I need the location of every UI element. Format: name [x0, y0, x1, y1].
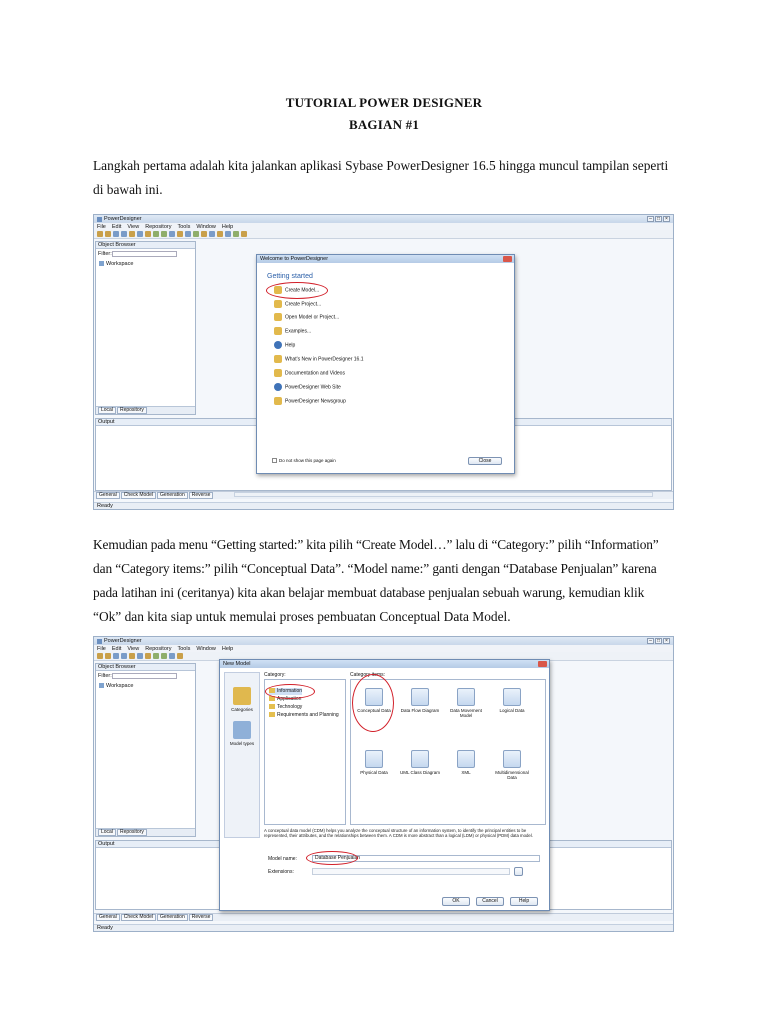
menu-help[interactable]: Help — [221, 645, 234, 652]
xml-icon — [457, 750, 475, 768]
menu-file[interactable]: File — [97, 645, 106, 652]
zoom-icon[interactable] — [193, 231, 199, 237]
app-icon — [97, 639, 102, 644]
new-model-titlebar — [220, 660, 549, 668]
output-tabs — [94, 913, 673, 921]
close-icon[interactable]: × — [663, 638, 670, 644]
getting-started-heading: Getting started — [267, 273, 313, 280]
extensions-browse-button[interactable] — [514, 867, 523, 876]
paragraph-2 — [93, 533, 676, 629]
window-title: PowerDesigner — [104, 638, 142, 644]
menu-view[interactable]: View — [127, 223, 140, 230]
uml-class-icon — [411, 750, 429, 768]
paragraph-2-line: Kemudian pada menu “Getting started:” kita pilih “Create Model…” lalu di “Category:” pilih “Information” — [93, 537, 659, 552]
physical-data-icon — [365, 750, 383, 768]
status-bar: Ready — [94, 502, 673, 509]
tab-repository[interactable]: Repository — [117, 829, 147, 836]
multidimensional-icon — [503, 750, 521, 768]
properties-icon[interactable] — [185, 231, 191, 237]
menu-window[interactable]: Window — [196, 645, 216, 652]
category-items-grid — [350, 679, 546, 825]
item-label: Conceptual Data — [357, 708, 391, 713]
minimize-icon[interactable]: – — [647, 216, 654, 222]
tab-general[interactable]: General — [96, 492, 120, 499]
menu-tools[interactable]: Tools — [177, 223, 191, 230]
menu-help[interactable]: Help — [221, 223, 234, 230]
menu-window[interactable]: Window — [196, 223, 216, 230]
extensions-label: Extensions: — [268, 869, 294, 875]
filter-input[interactable] — [112, 251, 177, 257]
new-icon[interactable] — [97, 653, 103, 659]
menu-file[interactable]: File — [97, 223, 106, 230]
checkbox-icon — [272, 458, 277, 463]
item-label: XML — [461, 770, 471, 775]
extensions-field[interactable] — [312, 868, 510, 875]
toolbox-icon[interactable] — [241, 231, 247, 237]
paragraph-2-line: “Ok” dan kita siap untuk memulai proses pembuatan Conceptual Data Model. — [93, 609, 511, 624]
categories-icon — [233, 687, 251, 705]
object-browser-pane — [95, 663, 196, 837]
filter-row — [98, 673, 193, 680]
screenshot-new-model — [93, 636, 674, 932]
item-label: Data Flow Diagram — [400, 708, 440, 713]
close-icon[interactable] — [503, 256, 512, 262]
tab-repository[interactable]: Repository — [117, 407, 147, 414]
delete-icon[interactable] — [169, 231, 175, 237]
window-titlebar — [94, 637, 673, 645]
delete-icon[interactable] — [169, 653, 175, 659]
new-model-dialog — [219, 659, 550, 911]
browser-icon[interactable] — [217, 231, 223, 237]
minimize-icon[interactable]: – — [647, 638, 654, 644]
cut-icon[interactable] — [129, 231, 135, 237]
category-information[interactable]: Information — [269, 688, 302, 695]
item-data-flow[interactable] — [399, 688, 441, 713]
tab-reverse[interactable]: Reverse — [189, 492, 214, 499]
data-movement-icon — [457, 688, 475, 706]
app-icon — [97, 217, 102, 222]
menu-tools[interactable]: Tools — [177, 645, 191, 652]
ok-button[interactable]: OK — [442, 897, 470, 906]
item-multidimensional[interactable] — [491, 750, 533, 780]
newsgroup-item[interactable]: PowerDesigner Newsgroup — [274, 397, 346, 405]
close-icon[interactable]: × — [663, 216, 670, 222]
object-browser-pane — [95, 241, 196, 415]
category-list — [264, 679, 346, 825]
create-model-item[interactable]: Create Model... — [274, 286, 319, 294]
welcome-dialog — [256, 254, 515, 474]
highlight-circle — [352, 674, 394, 732]
filter-label: Filter: — [98, 673, 112, 679]
maximize-icon[interactable]: □ — [656, 638, 661, 644]
output-icon[interactable] — [225, 231, 231, 237]
paragraph-2-line: pada latihan ini (ceritanya) kita akan belajar membuat database penjualan sebuah warung, kemudian klik — [93, 585, 645, 600]
paragraph-2-line: dan “Category items:” pilih “Conceptual Data”. “Model name:” ganti dengan “Database Penjualan” karena — [93, 561, 657, 576]
whats-new-item[interactable]: What's New in PowerDesigner 16.1 — [274, 355, 364, 363]
tab-check-model[interactable]: Check Model — [121, 914, 156, 921]
highlight-circle — [306, 851, 358, 865]
open-icon[interactable] — [105, 653, 111, 659]
doc-subtitle: BAGIAN #1 — [348, 117, 420, 132]
cancel-button[interactable]: Cancel — [476, 897, 504, 906]
item-logical-data[interactable] — [491, 688, 533, 713]
redo-icon[interactable] — [161, 231, 167, 237]
output-header: Output — [96, 841, 671, 848]
horizontal-scrollbar[interactable] — [234, 492, 653, 497]
tab-general[interactable]: General — [96, 914, 120, 921]
menu-repository[interactable]: Repository — [145, 645, 172, 652]
redo-icon[interactable] — [161, 653, 167, 659]
item-xml[interactable] — [445, 750, 487, 775]
object-browser-header: Object Browser — [96, 242, 195, 249]
copy-icon[interactable] — [137, 231, 143, 237]
paste-icon[interactable] — [145, 231, 151, 237]
tab-generation[interactable]: Generation — [157, 914, 188, 921]
find-icon[interactable] — [177, 653, 183, 659]
cut-icon[interactable] — [129, 653, 135, 659]
examples-item[interactable]: Examples... — [274, 327, 311, 335]
model-sidebar — [224, 672, 260, 838]
undo-icon[interactable] — [153, 231, 159, 237]
window-controls — [647, 216, 670, 222]
generate-icon[interactable] — [209, 231, 215, 237]
sidebar-categories[interactable]: Categories — [231, 707, 253, 712]
category-application[interactable]: Application — [269, 696, 301, 703]
help-button[interactable]: Help — [510, 897, 538, 906]
tab-generation[interactable]: Generation — [157, 492, 188, 499]
model-types-icon — [233, 721, 251, 739]
window-controls — [647, 638, 670, 644]
window-titlebar — [94, 215, 673, 223]
model-name-input[interactable]: Database Penjualan — [312, 855, 540, 862]
save-icon[interactable] — [113, 231, 119, 237]
workspace-node[interactable]: Workspace — [99, 683, 133, 689]
menu-edit[interactable]: Edit — [111, 223, 122, 230]
menu-bar — [94, 223, 673, 230]
item-label: UML Class Diagram — [399, 770, 441, 775]
menu-bar — [94, 645, 673, 652]
browser-tabs — [96, 406, 195, 414]
undo-icon[interactable] — [153, 653, 159, 659]
print-icon[interactable] — [121, 231, 127, 237]
doc-title: TUTORIAL POWER DESIGNER — [285, 95, 483, 110]
open-icon[interactable] — [105, 231, 111, 237]
menu-repository[interactable]: Repository — [145, 223, 172, 230]
filter-row — [98, 251, 193, 258]
new-icon[interactable] — [97, 231, 103, 237]
paragraph-1 — [93, 154, 676, 202]
data-flow-icon — [411, 688, 429, 706]
documentation-item[interactable]: Documentation and Videos — [274, 369, 345, 377]
tab-local[interactable]: Local — [98, 829, 116, 836]
highlight-circle — [265, 684, 315, 699]
maximize-icon[interactable]: □ — [656, 216, 661, 222]
status-bar: Ready — [94, 924, 673, 931]
item-label: Multidimensional Data — [495, 770, 529, 780]
category-label: Category: — [264, 672, 286, 678]
menu-view[interactable]: View — [127, 645, 140, 652]
check-icon[interactable] — [201, 231, 207, 237]
item-data-movement[interactable] — [445, 688, 487, 718]
close-button[interactable]: Close — [468, 457, 502, 465]
logical-data-icon — [503, 688, 521, 706]
save-icon[interactable] — [113, 653, 119, 659]
open-model-item[interactable]: Open Model or Project... — [274, 313, 339, 321]
window-title: PowerDesigner — [104, 216, 142, 222]
model-name-label: Model name: — [268, 856, 297, 862]
welcome-dialog-title: Welcome to PowerDesigner — [260, 256, 329, 262]
paragraph-1-line: Langkah pertama adalah kita jalankan aplikasi Sybase PowerDesigner 16.5 hingga muncul tampilan seperti — [93, 158, 669, 173]
paragraph-1-line: di bawah ini. — [93, 182, 163, 197]
toolbar — [94, 230, 673, 239]
model-description: A conceptual data model (CDM) helps you analyze the conceptual structure of an information system, to identify the principal entities to be represented, their attributes, and the relationships between them. A CDM is more abstract than a logical (LDM) or physical (PDM) data model. — [264, 828, 533, 838]
dont-show-checkbox[interactable] — [272, 458, 336, 463]
category-items-label: Category items: — [350, 672, 386, 678]
create-project-item[interactable]: Create Project... — [274, 300, 321, 308]
tab-reverse[interactable]: Reverse — [189, 914, 214, 921]
screenshot-welcome — [93, 214, 674, 510]
item-label: Logical Data — [499, 708, 525, 713]
new-model-title: New Model — [223, 661, 251, 667]
category-requirements[interactable]: Requirements and Planning — [269, 712, 339, 719]
item-label: Data Movement Model — [450, 708, 482, 718]
workspace-node[interactable]: Workspace — [99, 261, 133, 267]
paste-icon[interactable] — [145, 653, 151, 659]
item-physical-data[interactable] — [353, 750, 395, 775]
menu-edit[interactable]: Edit — [111, 645, 122, 652]
category-technology[interactable]: Technology — [269, 704, 302, 711]
checkbox-label: Do not show this page again — [279, 458, 336, 463]
item-uml-class[interactable] — [399, 750, 441, 775]
result-icon[interactable] — [233, 231, 239, 237]
help-item[interactable]: Help — [274, 341, 295, 349]
find-icon[interactable] — [177, 231, 183, 237]
browser-tabs — [96, 828, 195, 836]
copy-icon[interactable] — [137, 653, 143, 659]
highlight-circle — [266, 282, 328, 299]
filter-label: Filter: — [98, 251, 112, 257]
sidebar-model-types[interactable]: Model types — [229, 741, 255, 746]
object-browser-header: Object Browser — [96, 664, 195, 671]
close-icon[interactable] — [538, 661, 547, 667]
item-label: Physical Data — [360, 770, 388, 775]
tab-local[interactable]: Local — [98, 407, 116, 414]
output-header: Output — [96, 419, 671, 426]
filter-input[interactable] — [112, 673, 177, 679]
print-icon[interactable] — [121, 653, 127, 659]
tab-check-model[interactable]: Check Model — [121, 492, 156, 499]
website-item[interactable]: PowerDesigner Web Site — [274, 383, 341, 391]
welcome-dialog-titlebar — [257, 255, 514, 263]
